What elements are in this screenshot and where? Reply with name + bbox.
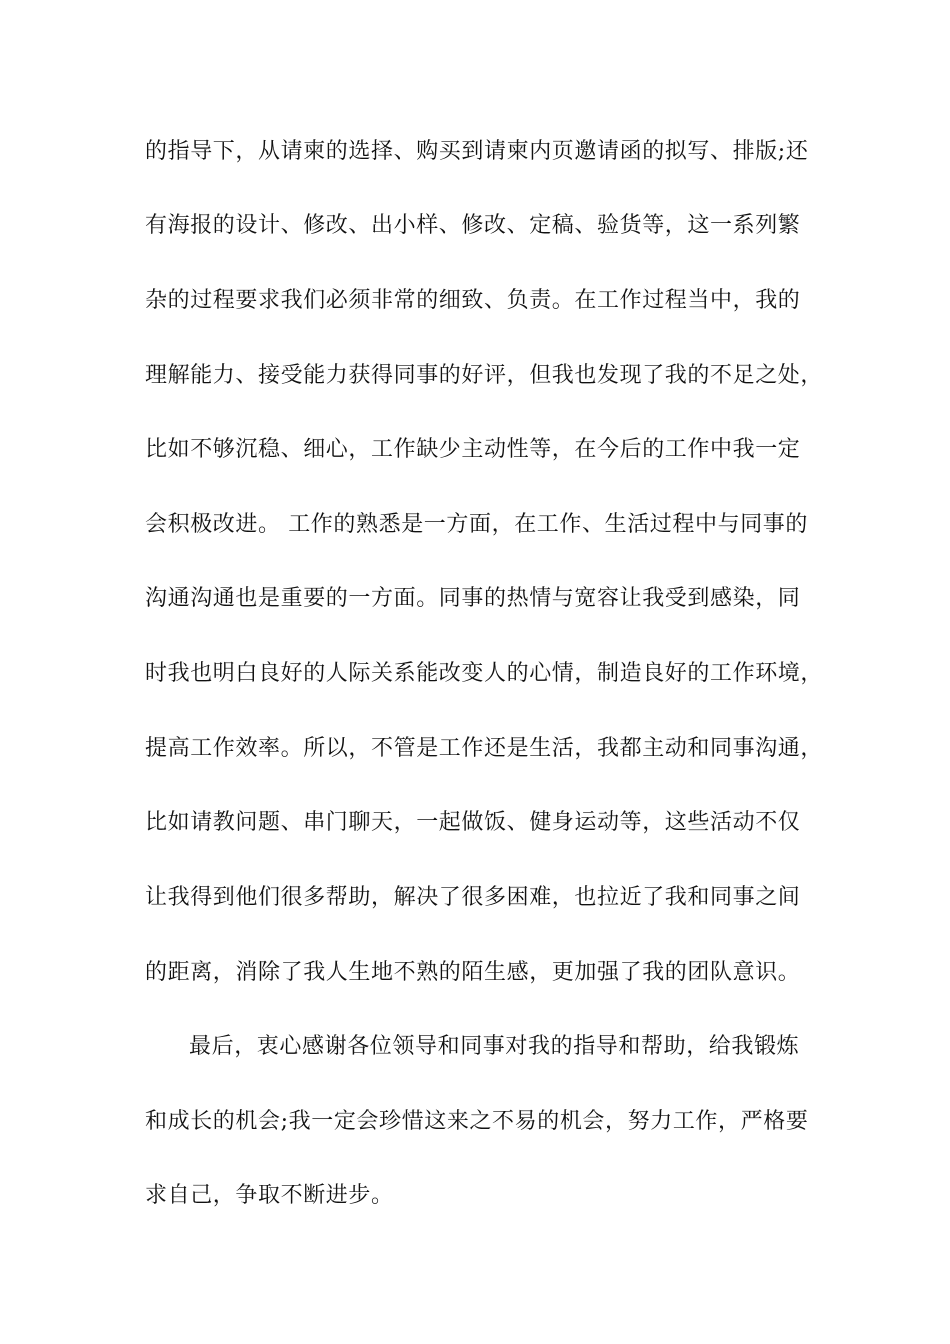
- text-line: 比如请教问题、串门聊天，一起做饭、健身运动等，这些活动不仅: [145, 810, 801, 835]
- text-line: 理解能力、接受能力获得同事的好评，但我也发现了我的不足之处，: [145, 363, 824, 388]
- text-line: 的距离，消除了我人生地不熟的陌生感，更加强了我的团队意识。: [145, 960, 801, 985]
- text-line: 有海报的设计、修改、出小样、修改、定稿、验货等，这一系列繁: [145, 213, 801, 238]
- text-line: 让我得到他们很多帮助，解决了很多困难，也拉近了我和同事之间: [145, 885, 801, 910]
- text-line: 的指导下，从请柬的选择、购买到请柬内页邀请函的拟写、排版;还: [145, 139, 809, 164]
- text-line: 杂的过程要求我们必须非常的细致、负责。在工作过程当中，我的: [145, 288, 801, 313]
- text-line: 求自己，争取不断进步。: [145, 1183, 394, 1208]
- text-line: 提高工作效率。所以，不管是工作还是生活，我都主动和同事沟通，: [145, 736, 824, 761]
- text-line: 会积极改进。 工作的熟悉是一方面，在工作、生活过程中与同事的: [145, 512, 808, 537]
- text-line: 和成长的机会;我一定会珍惜这来之不易的机会，努力工作，严格要: [145, 1109, 809, 1134]
- text-line: 沟通沟通也是重要的一方面。同事的热情与宽容让我受到感染，同: [145, 586, 801, 611]
- text-line: 比如不够沉稳、细心，工作缺少主动性等，在今后的工作中我一定: [145, 437, 801, 462]
- paragraph-first-line: 最后，衷心感谢各位领导和同事对我的指导和帮助，给我锻炼: [189, 1034, 800, 1059]
- text-line: 时我也明白良好的人际关系能改变人的心情，制造良好的工作环境，: [145, 661, 824, 686]
